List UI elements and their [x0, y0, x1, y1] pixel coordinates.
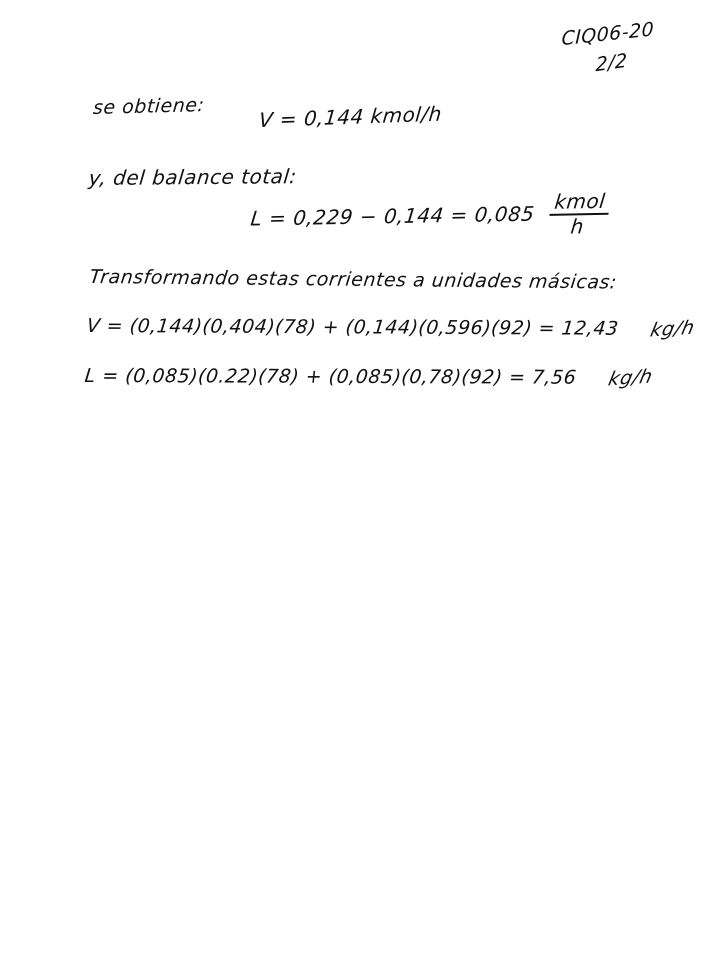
- fraction-denominator: h: [569, 214, 586, 239]
- document-code: CIQ06-20: [561, 18, 655, 51]
- total-balance-label: y, del balance total:: [87, 164, 298, 191]
- page-number: 2/2: [595, 49, 628, 77]
- kmol-per-hour-fraction: [547, 188, 611, 239]
- v-molar-result: V = 0,144 kmol/h: [257, 101, 443, 133]
- l-mass-equation: [84, 365, 654, 389]
- l-mass-unit: kg/h: [606, 365, 655, 391]
- v-mass-expression: V = (0,144)(0,404)(78) + (0,144)(0,596)(92) = 12,43: [85, 315, 620, 340]
- v-mass-equation: [86, 315, 696, 340]
- obtain-label: se obtiene:: [92, 94, 206, 120]
- l-mass-expression: L = (0,085)(0.22)(78) + (0,085)(0,78)(92) = 7,56: [83, 365, 578, 389]
- l-molar-expression: L = 0,229 − 0,144 = 0,085: [249, 201, 536, 231]
- l-molar-equation: [248, 188, 610, 243]
- fraction-numerator: kmol: [549, 191, 610, 216]
- v-mass-unit: kg/h: [648, 316, 698, 342]
- transform-to-mass-units-label: Transformando estas corrientes a unidades másicas:: [88, 266, 619, 294]
